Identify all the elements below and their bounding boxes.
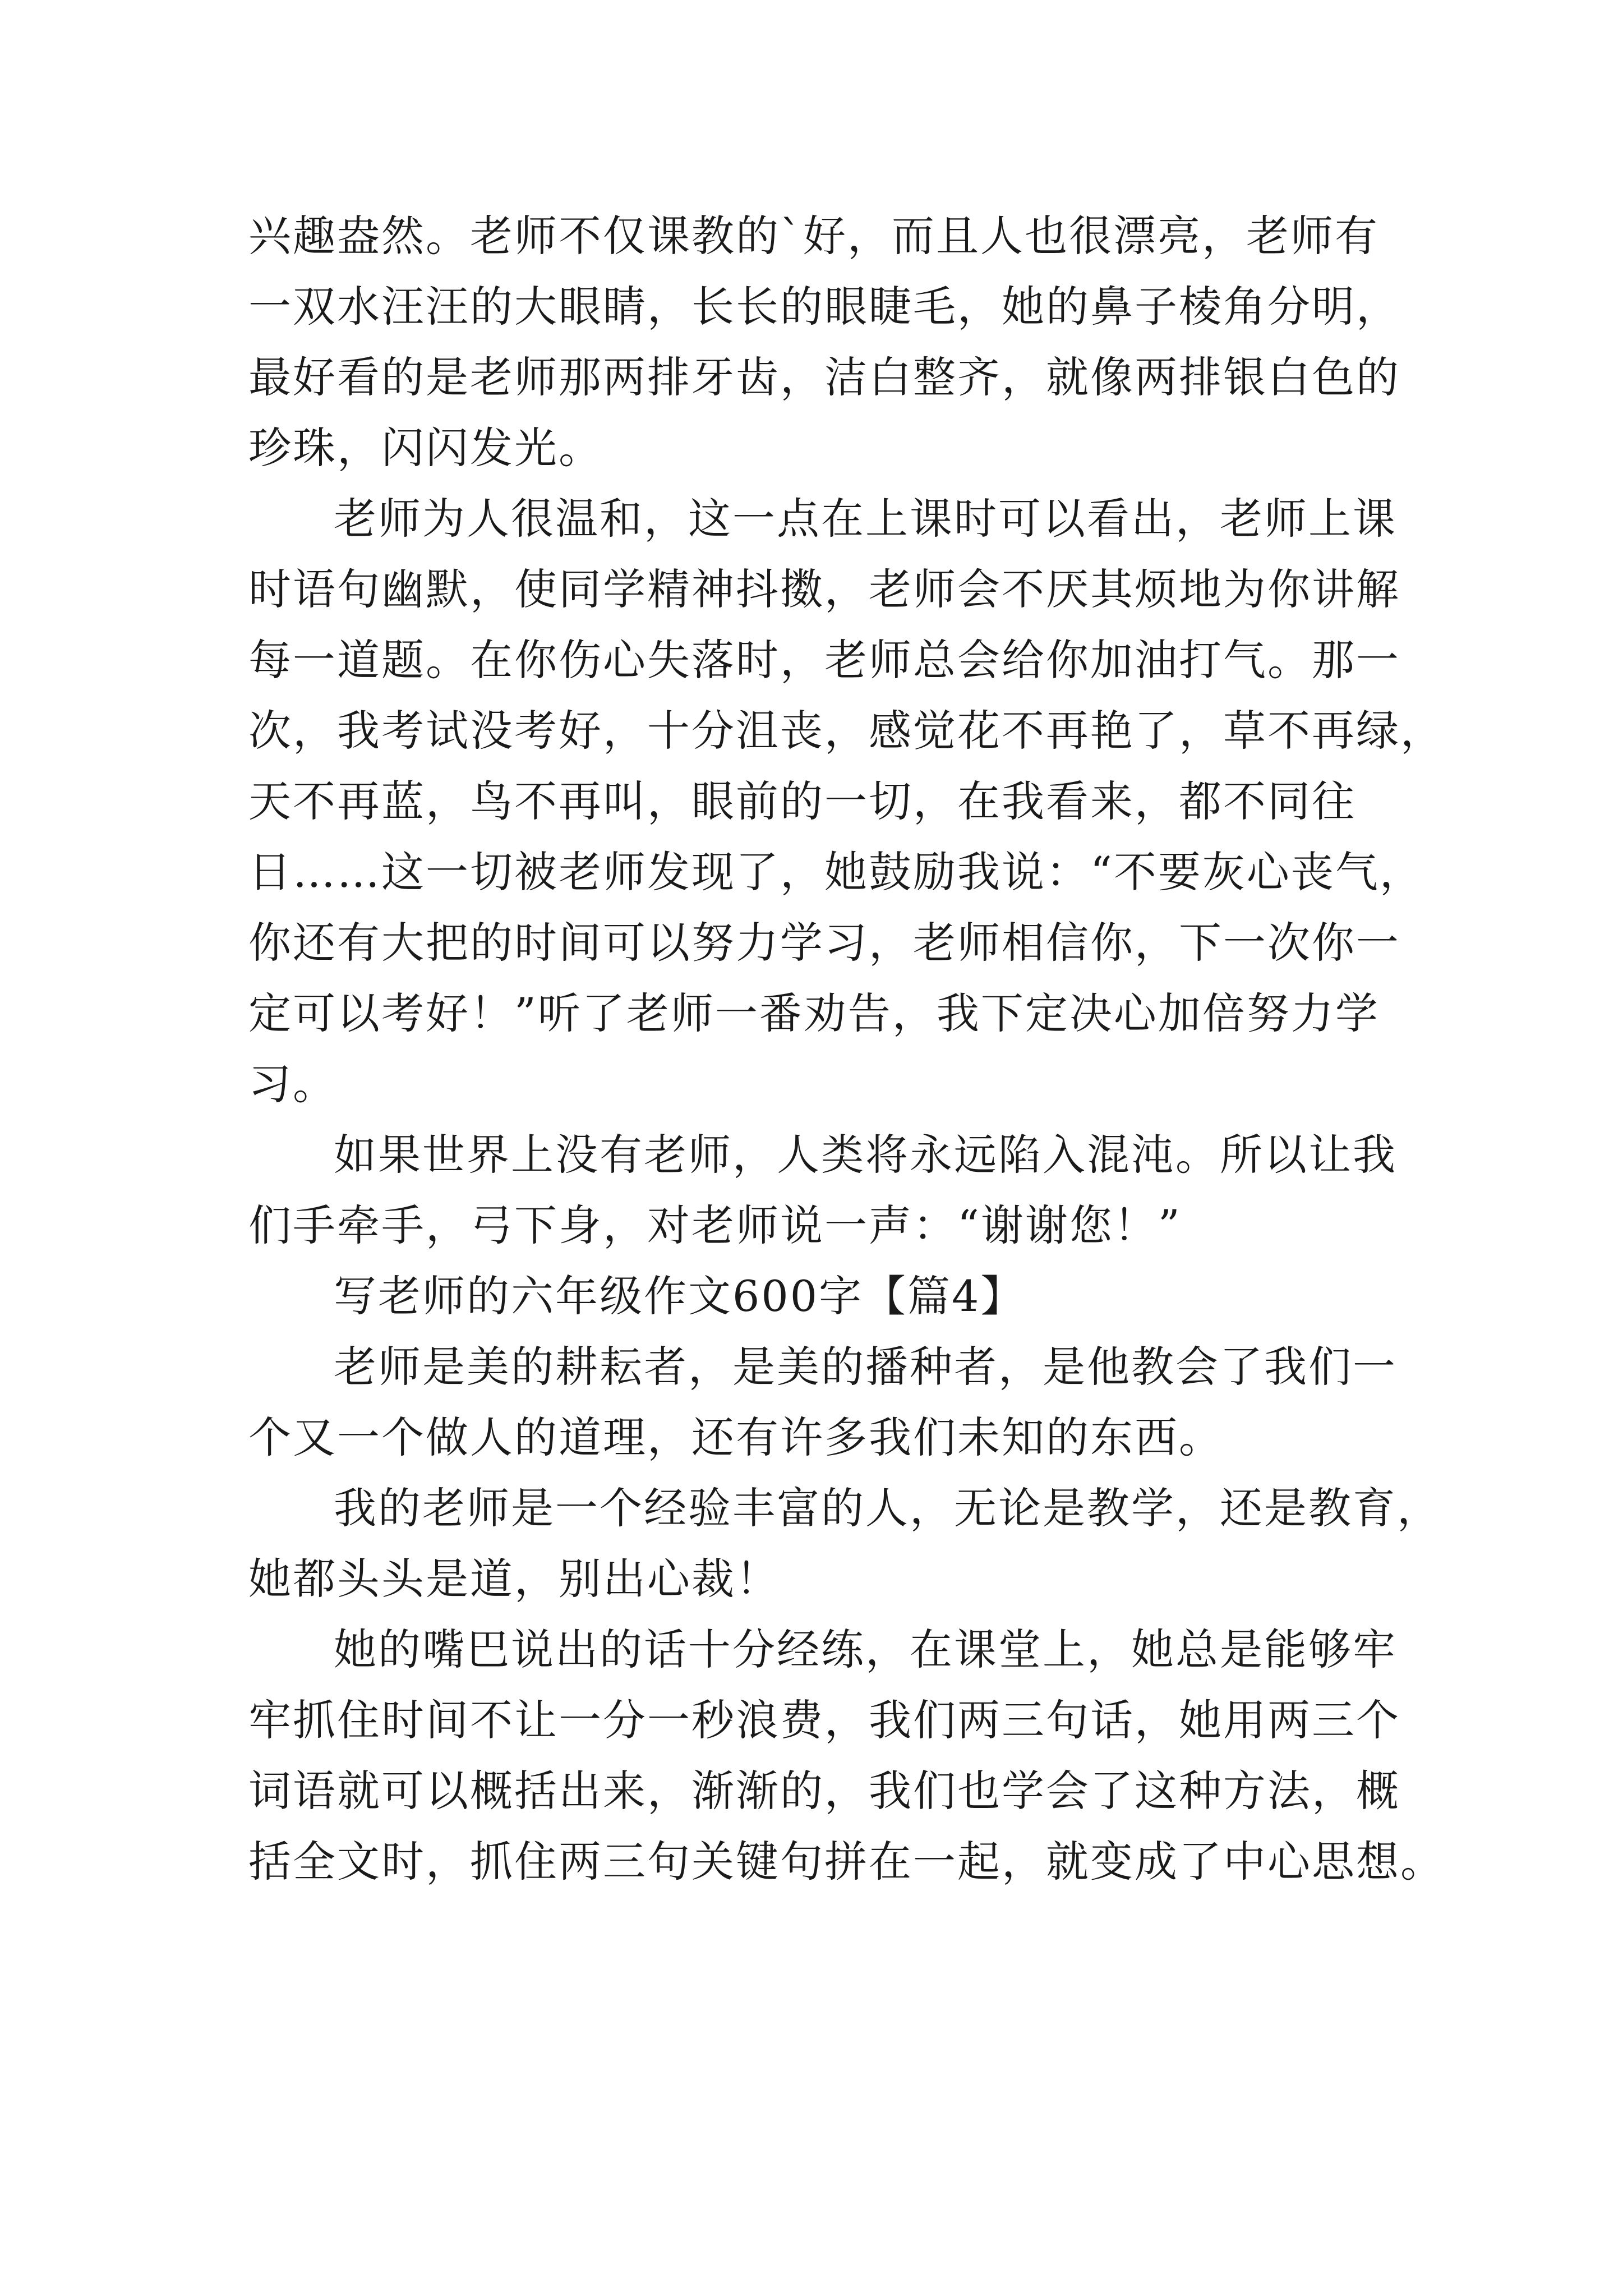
article-body: [248, 201, 1445, 1897]
text-line: 老师是美的耕耘者，是美的播种者，是他教会了我们一: [334, 1342, 1397, 1392]
text-line: 牢抓住时间不让一分一秒浪费，我们两三句话，她用两三个: [248, 1695, 1400, 1745]
text-line: 珍珠，闪闪发光。: [248, 423, 603, 473]
text-line: 习。: [248, 1059, 337, 1109]
text-line: 词语就可以概括出来，渐渐的，我们也学会了这种方法，概: [248, 1766, 1400, 1816]
text-line: 时语句幽默，使同学精神抖擞，老师会不厌其烦地为你讲解: [248, 564, 1400, 614]
text-line: 老师为人很温和，这一点在上课时可以看出，老师上课: [334, 494, 1397, 544]
text-line: 每一道题。在你伤心失落时，老师总会给你加油打气。那一: [248, 635, 1400, 685]
text-line: 一双水汪汪的大眼睛，长长的眼睫毛，她的鼻子棱角分明，: [248, 282, 1400, 332]
text-line: 兴趣盎然。老师不仅课教的`好，而且人也很漂亮，老师有: [248, 211, 1379, 261]
text-line: 写老师的六年级作文600字【篇4】: [334, 1271, 1025, 1321]
text-line: 如果世界上没有老师，人类将永远陷入混沌。所以让我: [334, 1130, 1397, 1180]
text-line: 们手牵手，弓下身，对老师说一声：“谢谢您！”: [248, 1200, 1182, 1250]
text-line: 她都头头是道，别出心裁！: [248, 1554, 780, 1604]
text-line: 我的老师是一个经验丰富的人，无论是教学，还是教育，: [334, 1483, 1441, 1533]
text-line: 日……这一切被老师发现了，她鼓励我说：“不要灰心丧气，: [248, 847, 1424, 897]
text-line: 括全文时，抓住两三句关键句拼在一起，就变成了中心思想。: [248, 1837, 1445, 1887]
text-line: 次，我考试没考好，十分沮丧，感觉花不再艳了，草不再绿，: [248, 706, 1445, 756]
text-line: 天不再蓝，鸟不再叫，眼前的一切，在我看来，都不同往: [248, 776, 1356, 826]
text-line: 最好看的是老师那两排牙齿，洁白整齐，就像两排银白色的: [248, 352, 1400, 402]
text-line: 你还有大把的时间可以努力学习，老师相信你，下一次你一: [248, 918, 1400, 968]
text-line: 个又一个做人的道理，还有许多我们未知的东西。: [248, 1412, 1223, 1462]
text-line: 她的嘴巴说出的话十分经练，在课堂上，她总是能够牢: [334, 1625, 1397, 1674]
text-line: 定可以考好！”听了老师一番劝告，我下定决心加倍努力学: [248, 988, 1380, 1038]
